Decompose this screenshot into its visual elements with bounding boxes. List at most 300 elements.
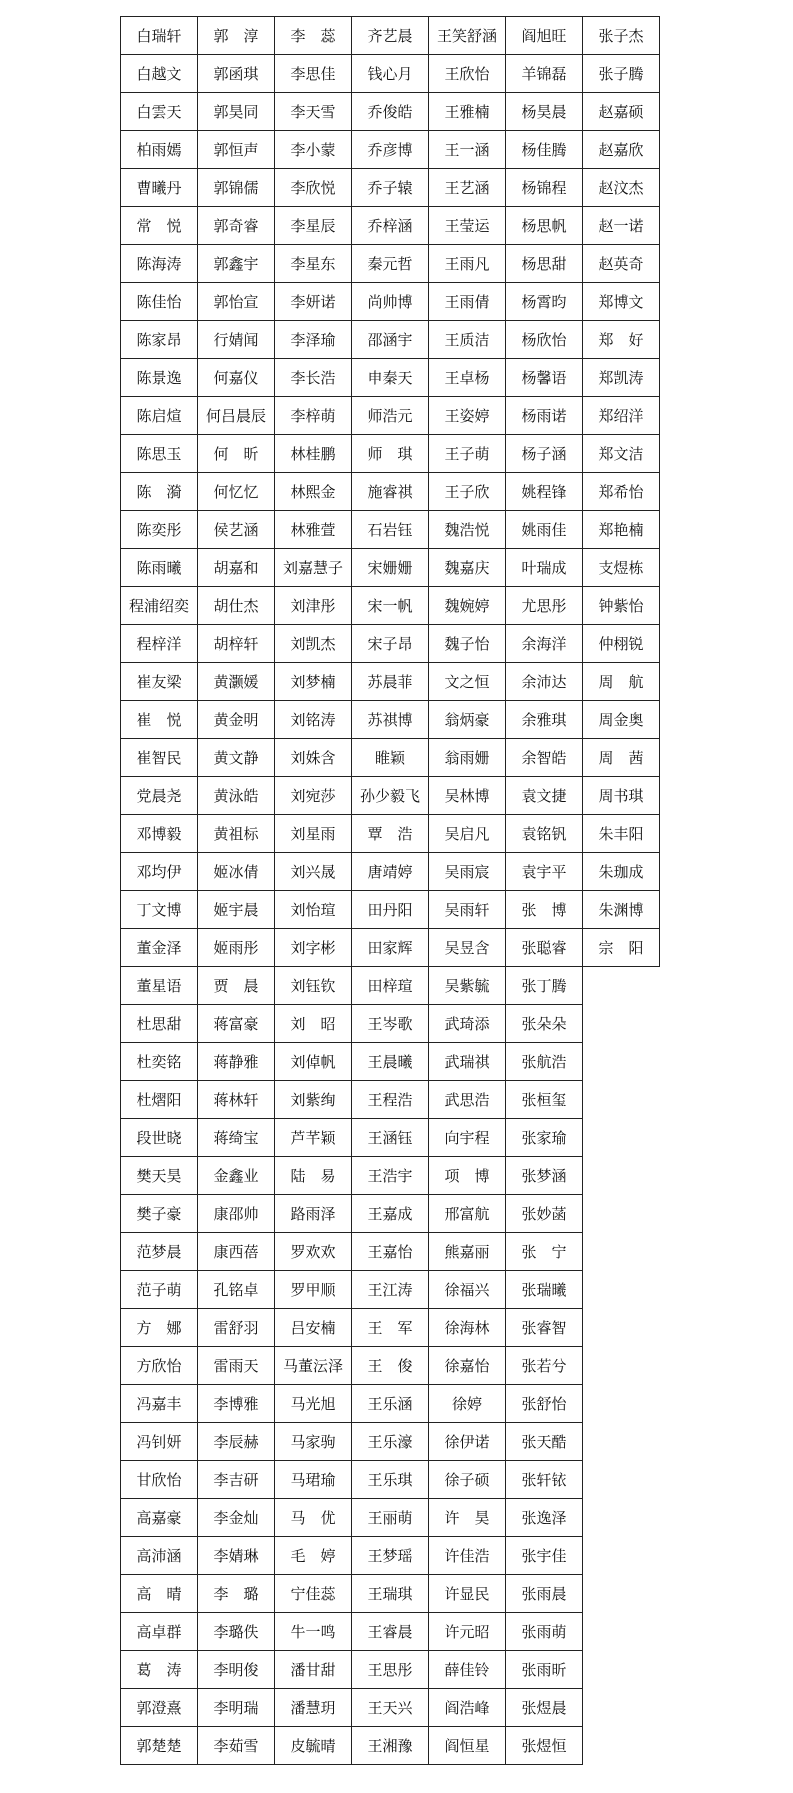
name-cell: 张朵朵: [506, 1005, 583, 1043]
name-cell: 申秦天: [352, 359, 429, 397]
name-cell: 芦芊颖: [275, 1119, 352, 1157]
empty-cell: [583, 1309, 660, 1347]
name-cell: 刘 昭: [275, 1005, 352, 1043]
table-row: [121, 93, 660, 131]
name-cell: 叶瑞成: [506, 549, 583, 587]
table-row: [121, 1271, 660, 1309]
name-cell: 魏婉婷: [429, 587, 506, 625]
name-cell: 王质洁: [429, 321, 506, 359]
name-cell: 高卓群: [121, 1613, 198, 1651]
name-cell: 徐福兴: [429, 1271, 506, 1309]
name-cell: 潘慧玥: [275, 1689, 352, 1727]
name-cell: 李 蕊: [275, 17, 352, 55]
name-cell: 杨锦程: [506, 169, 583, 207]
name-cell: 李星辰: [275, 207, 352, 245]
name-cell: 范梦晨: [121, 1233, 198, 1271]
table-row: [121, 473, 660, 511]
name-cell: 魏子怡: [429, 625, 506, 663]
name-cell: 刘宛莎: [275, 777, 352, 815]
name-cell: 杨欣怡: [506, 321, 583, 359]
name-cell: 姬冰倩: [198, 853, 275, 891]
table-row: [121, 511, 660, 549]
table-row: [121, 397, 660, 435]
name-cell: 黄祖标: [198, 815, 275, 853]
name-cell: 黄灏媛: [198, 663, 275, 701]
name-cell: 郑绍洋: [583, 397, 660, 435]
empty-cell: [583, 1423, 660, 1461]
name-cell: 郑文洁: [583, 435, 660, 473]
name-cell: 邵涵宇: [352, 321, 429, 359]
name-cell: 赵英奇: [583, 245, 660, 283]
name-cell: 刘星雨: [275, 815, 352, 853]
name-cell: 李辰赫: [198, 1423, 275, 1461]
name-cell: 王程浩: [352, 1081, 429, 1119]
name-cell: 魏嘉庆: [429, 549, 506, 587]
name-cell: 马家驹: [275, 1423, 352, 1461]
name-cell: 吕安楠: [275, 1309, 352, 1347]
name-cell: 姬宇晨: [198, 891, 275, 929]
name-cell: 苏祺博: [352, 701, 429, 739]
name-cell: 仲栩锐: [583, 625, 660, 663]
table-row: [121, 1233, 660, 1271]
empty-cell: [583, 1195, 660, 1233]
table-row: [121, 815, 660, 853]
name-cell: 张轩铱: [506, 1461, 583, 1499]
name-cell: 白越文: [121, 55, 198, 93]
name-cell: 陈 漪: [121, 473, 198, 511]
name-cell: 张航浩: [506, 1043, 583, 1081]
table-row: [121, 1043, 660, 1081]
name-cell: 蒋富豪: [198, 1005, 275, 1043]
name-cell: 刘嘉慧子: [275, 549, 352, 587]
name-cell: 石岩钰: [352, 511, 429, 549]
name-cell: 白瑞轩: [121, 17, 198, 55]
name-cell: 翁炳豪: [429, 701, 506, 739]
name-cell: 阎浩峰: [429, 1689, 506, 1727]
name-cell: 吴雨宸: [429, 853, 506, 891]
name-cell: 郭恒声: [198, 131, 275, 169]
name-cell: 杨昊晨: [506, 93, 583, 131]
name-cell: 马珺瑜: [275, 1461, 352, 1499]
name-cell: 魏浩悦: [429, 511, 506, 549]
name-cell: 许 昊: [429, 1499, 506, 1537]
name-cell: 皮毓晴: [275, 1727, 352, 1765]
name-cell: 李梓萌: [275, 397, 352, 435]
empty-cell: [583, 1157, 660, 1195]
name-cell: 郭奇睿: [198, 207, 275, 245]
name-cell: 刘凯杰: [275, 625, 352, 663]
name-cell: 阎恒星: [429, 1727, 506, 1765]
name-cell: 吴紫毓: [429, 967, 506, 1005]
name-cell: 张雨萌: [506, 1613, 583, 1651]
name-cell: 杜思甜: [121, 1005, 198, 1043]
name-cell: 羊锦磊: [506, 55, 583, 93]
name-cell: 高嘉豪: [121, 1499, 198, 1537]
name-cell: 朱丰阳: [583, 815, 660, 853]
name-cell: 王湘豫: [352, 1727, 429, 1765]
name-cell: 乔俊皓: [352, 93, 429, 131]
name-cell: 余雅琪: [506, 701, 583, 739]
name-cell: 刘紫绚: [275, 1081, 352, 1119]
table-row: [121, 283, 660, 321]
name-cell: 张瑞曦: [506, 1271, 583, 1309]
name-cell: 徐伊诺: [429, 1423, 506, 1461]
name-cell: 潘甘甜: [275, 1651, 352, 1689]
name-cell: 姚程锋: [506, 473, 583, 511]
name-cell: 项 博: [429, 1157, 506, 1195]
name-cell: 苏晨菲: [352, 663, 429, 701]
name-cell: 何嘉仪: [198, 359, 275, 397]
name-cell: 王莹运: [429, 207, 506, 245]
name-cell: 张若兮: [506, 1347, 583, 1385]
name-cell: 胡仕杰: [198, 587, 275, 625]
name-cell: 陈景逸: [121, 359, 198, 397]
name-cell: 白雲天: [121, 93, 198, 131]
name-cell: 宁佳蕊: [275, 1575, 352, 1613]
name-cell: 王思彤: [352, 1651, 429, 1689]
name-cell: 甘欣怡: [121, 1461, 198, 1499]
name-cell: 康邵帅: [198, 1195, 275, 1233]
name-cell: 方欣怡: [121, 1347, 198, 1385]
empty-cell: [583, 1727, 660, 1765]
table-row: [121, 739, 660, 777]
name-cell: 李博雅: [198, 1385, 275, 1423]
name-cell: 何忆忆: [198, 473, 275, 511]
name-cell: 袁宇平: [506, 853, 583, 891]
name-cell: 毛 婷: [275, 1537, 352, 1575]
name-cell: 周 茜: [583, 739, 660, 777]
name-cell: 王欣怡: [429, 55, 506, 93]
name-cell: 杜熠阳: [121, 1081, 198, 1119]
name-cell: 林熙金: [275, 473, 352, 511]
name-cell: 丁文博: [121, 891, 198, 929]
table-row: [121, 1385, 660, 1423]
name-cell: 张舒怡: [506, 1385, 583, 1423]
name-cell: 程梓洋: [121, 625, 198, 663]
table-row: [121, 663, 660, 701]
name-cell: 杜奕铭: [121, 1043, 198, 1081]
name-cell: 张雨昕: [506, 1651, 583, 1689]
name-cell: 余海洋: [506, 625, 583, 663]
name-cell: 陈佳怡: [121, 283, 198, 321]
name-cell: 许元昭: [429, 1613, 506, 1651]
name-cell: 王晨曦: [352, 1043, 429, 1081]
name-cell: 张 博: [506, 891, 583, 929]
name-cell: 郭昊同: [198, 93, 275, 131]
name-cell: 乔梓涵: [352, 207, 429, 245]
name-cell: 郭 淳: [198, 17, 275, 55]
name-cell: 薛佳铃: [429, 1651, 506, 1689]
name-cell: 赵嘉硕: [583, 93, 660, 131]
name-cell: 郭澄熹: [121, 1689, 198, 1727]
name-table: [120, 16, 660, 1765]
name-cell: 高 晴: [121, 1575, 198, 1613]
table-row: [121, 549, 660, 587]
name-cell: 武琦添: [429, 1005, 506, 1043]
name-cell: 陆 易: [275, 1157, 352, 1195]
name-cell: 王梦瑶: [352, 1537, 429, 1575]
empty-cell: [583, 1651, 660, 1689]
empty-cell: [583, 1081, 660, 1119]
table-row: [121, 1727, 660, 1765]
name-cell: 李吉研: [198, 1461, 275, 1499]
name-cell: 周金奥: [583, 701, 660, 739]
name-cell: 董星语: [121, 967, 198, 1005]
name-cell: 李 璐: [198, 1575, 275, 1613]
name-cell: 林雅萱: [275, 511, 352, 549]
table-row: [121, 701, 660, 739]
name-cell: 杨馨语: [506, 359, 583, 397]
name-cell: 文之恒: [429, 663, 506, 701]
name-cell: 樊子豪: [121, 1195, 198, 1233]
name-cell: 罗甲顺: [275, 1271, 352, 1309]
name-cell: 杨思帆: [506, 207, 583, 245]
empty-cell: [583, 1385, 660, 1423]
name-cell: 宋一帆: [352, 587, 429, 625]
table-row: [121, 1347, 660, 1385]
name-cell: 董金泽: [121, 929, 198, 967]
name-cell: 李泽瑜: [275, 321, 352, 359]
name-cell: 高沛涵: [121, 1537, 198, 1575]
name-cell: 陈奕彤: [121, 511, 198, 549]
empty-cell: [583, 1613, 660, 1651]
name-cell: 乔子辕: [352, 169, 429, 207]
name-cell: 朱渊博: [583, 891, 660, 929]
name-cell: 刘津彤: [275, 587, 352, 625]
name-cell: 陈思玉: [121, 435, 198, 473]
name-cell: 张家瑜: [506, 1119, 583, 1157]
name-cell: 马 优: [275, 1499, 352, 1537]
name-cell: 王一涵: [429, 131, 506, 169]
name-cell: 路雨泽: [275, 1195, 352, 1233]
empty-cell: [583, 1233, 660, 1271]
empty-cell: [583, 1461, 660, 1499]
name-cell: 张雨晨: [506, 1575, 583, 1613]
name-cell: 田家辉: [352, 929, 429, 967]
name-cell: 孙少毅飞: [352, 777, 429, 815]
name-cell: 冯钊妍: [121, 1423, 198, 1461]
name-cell: 刘钰钦: [275, 967, 352, 1005]
name-cell: 孔铭卓: [198, 1271, 275, 1309]
name-cell: 张妙菡: [506, 1195, 583, 1233]
name-cell: 杨佳腾: [506, 131, 583, 169]
name-cell: 田丹阳: [352, 891, 429, 929]
name-cell: 张子腾: [583, 55, 660, 93]
name-cell: 王艺涵: [429, 169, 506, 207]
name-cell: 郭鑫宇: [198, 245, 275, 283]
empty-cell: [583, 1119, 660, 1157]
name-cell: 宋姗姗: [352, 549, 429, 587]
empty-cell: [583, 1575, 660, 1613]
table-row: [121, 891, 660, 929]
table-row: [121, 625, 660, 663]
name-cell: 王子萌: [429, 435, 506, 473]
table-row: [121, 1081, 660, 1119]
name-cell: 翁雨姗: [429, 739, 506, 777]
name-cell: 王雨凡: [429, 245, 506, 283]
name-cell: 张天酷: [506, 1423, 583, 1461]
name-cell: 覃 浩: [352, 815, 429, 853]
name-table-body: [121, 17, 660, 1765]
name-cell: 徐海林: [429, 1309, 506, 1347]
name-cell: 曹曦丹: [121, 169, 198, 207]
name-cell: 周书琪: [583, 777, 660, 815]
table-row: [121, 777, 660, 815]
name-cell: 李妍诺: [275, 283, 352, 321]
name-cell: 康西蓓: [198, 1233, 275, 1271]
name-cell: 袁铭钒: [506, 815, 583, 853]
table-row: [121, 1499, 660, 1537]
name-cell: 朱珈成: [583, 853, 660, 891]
name-cell: 张煜恒: [506, 1727, 583, 1765]
name-cell: 郑希怡: [583, 473, 660, 511]
empty-cell: [583, 1005, 660, 1043]
name-cell: 刘姝含: [275, 739, 352, 777]
name-cell: 崔友梁: [121, 663, 198, 701]
name-cell: 许佳浩: [429, 1537, 506, 1575]
name-cell: 师 琪: [352, 435, 429, 473]
table-row: [121, 1423, 660, 1461]
name-cell: 吴昱含: [429, 929, 506, 967]
name-cell: 尚帅博: [352, 283, 429, 321]
name-cell: 刘倬帆: [275, 1043, 352, 1081]
name-cell: 金鑫业: [198, 1157, 275, 1195]
name-cell: 吴雨轩: [429, 891, 506, 929]
name-cell: 李天雪: [275, 93, 352, 131]
table-row: [121, 1005, 660, 1043]
empty-cell: [583, 967, 660, 1005]
name-cell: 郑凯涛: [583, 359, 660, 397]
name-cell: 林桂鹏: [275, 435, 352, 473]
table-row: [121, 17, 660, 55]
name-cell: 武思浩: [429, 1081, 506, 1119]
name-cell: 王嘉成: [352, 1195, 429, 1233]
name-cell: 蒋静雅: [198, 1043, 275, 1081]
name-cell: 刘梦楠: [275, 663, 352, 701]
name-cell: 乔彦博: [352, 131, 429, 169]
name-cell: 秦元哲: [352, 245, 429, 283]
name-cell: 李璐佚: [198, 1613, 275, 1651]
empty-cell: [583, 1689, 660, 1727]
name-cell: 张丁腾: [506, 967, 583, 1005]
name-cell: 牛一鸣: [275, 1613, 352, 1651]
name-cell: 齐艺晨: [352, 17, 429, 55]
table-row: [121, 1537, 660, 1575]
name-cell: 刘兴晟: [275, 853, 352, 891]
name-cell: 邓均伊: [121, 853, 198, 891]
name-cell: 王姿婷: [429, 397, 506, 435]
name-cell: 李明俊: [198, 1651, 275, 1689]
name-cell: 邓博毅: [121, 815, 198, 853]
name-cell: 许显民: [429, 1575, 506, 1613]
name-cell: 马光旭: [275, 1385, 352, 1423]
name-cell: 段世晓: [121, 1119, 198, 1157]
name-cell: 郭函琪: [198, 55, 275, 93]
name-cell: 王乐琪: [352, 1461, 429, 1499]
name-cell: 侯艺涵: [198, 511, 275, 549]
name-cell: 唐靖婷: [352, 853, 429, 891]
name-cell: 张梦涵: [506, 1157, 583, 1195]
name-cell: 张 宁: [506, 1233, 583, 1271]
table-row: [121, 359, 660, 397]
name-cell: 周 航: [583, 663, 660, 701]
name-cell: 李欣悦: [275, 169, 352, 207]
name-cell: 郑 好: [583, 321, 660, 359]
name-cell: 冯嘉丰: [121, 1385, 198, 1423]
name-cell: 蒋绮宝: [198, 1119, 275, 1157]
name-cell: 郭锦儒: [198, 169, 275, 207]
name-cell: 王天兴: [352, 1689, 429, 1727]
name-cell: 邢富航: [429, 1195, 506, 1233]
name-cell: 郭怡宣: [198, 283, 275, 321]
name-cell: 王瑞琪: [352, 1575, 429, 1613]
table-row: [121, 587, 660, 625]
table-row: [121, 967, 660, 1005]
name-cell: 郭楚楚: [121, 1727, 198, 1765]
name-cell: 张睿智: [506, 1309, 583, 1347]
name-cell: 刘怡瑄: [275, 891, 352, 929]
name-cell: 王卓杨: [429, 359, 506, 397]
name-cell: 陈雨曦: [121, 549, 198, 587]
name-cell: 王 俊: [352, 1347, 429, 1385]
name-cell: 李小蒙: [275, 131, 352, 169]
name-cell: 李明瑞: [198, 1689, 275, 1727]
name-cell: 陈海涛: [121, 245, 198, 283]
name-cell: 贾 晨: [198, 967, 275, 1005]
name-cell: 向宇程: [429, 1119, 506, 1157]
name-cell: 武瑞祺: [429, 1043, 506, 1081]
name-cell: 王浩宇: [352, 1157, 429, 1195]
name-cell: 王嘉怡: [352, 1233, 429, 1271]
name-cell: 宗 阳: [583, 929, 660, 967]
table-row: [121, 1651, 660, 1689]
name-cell: 张桓玺: [506, 1081, 583, 1119]
table-row: [121, 169, 660, 207]
name-cell: 郑艳楠: [583, 511, 660, 549]
table-row: [121, 1119, 660, 1157]
name-cell: 张逸泽: [506, 1499, 583, 1537]
name-cell: 施睿祺: [352, 473, 429, 511]
name-cell: 张聪睿: [506, 929, 583, 967]
name-cell: 刘铭涛: [275, 701, 352, 739]
name-cell: 姚雨佳: [506, 511, 583, 549]
name-cell: 赵嘉欣: [583, 131, 660, 169]
table-row: [121, 131, 660, 169]
name-cell: 吴林博: [429, 777, 506, 815]
name-cell: 刘字彬: [275, 929, 352, 967]
name-cell: 雷舒羽: [198, 1309, 275, 1347]
name-cell: 赵一诺: [583, 207, 660, 245]
name-cell: 葛 涛: [121, 1651, 198, 1689]
name-cell: 王雨倩: [429, 283, 506, 321]
name-cell: 杨雨诺: [506, 397, 583, 435]
name-cell: 常 悦: [121, 207, 198, 245]
table-row: [121, 1575, 660, 1613]
name-cell: 胡梓轩: [198, 625, 275, 663]
name-cell: 阎旭旺: [506, 17, 583, 55]
name-cell: 柏雨嫣: [121, 131, 198, 169]
name-cell: 余沛达: [506, 663, 583, 701]
name-cell: 崔智民: [121, 739, 198, 777]
name-cell: 张子杰: [583, 17, 660, 55]
empty-cell: [583, 1271, 660, 1309]
name-cell: 袁文捷: [506, 777, 583, 815]
name-cell: 王乐濠: [352, 1423, 429, 1461]
name-cell: 熊嘉丽: [429, 1233, 506, 1271]
table-row: [121, 1309, 660, 1347]
name-cell: 徐子硕: [429, 1461, 506, 1499]
name-cell: 田梓瑄: [352, 967, 429, 1005]
